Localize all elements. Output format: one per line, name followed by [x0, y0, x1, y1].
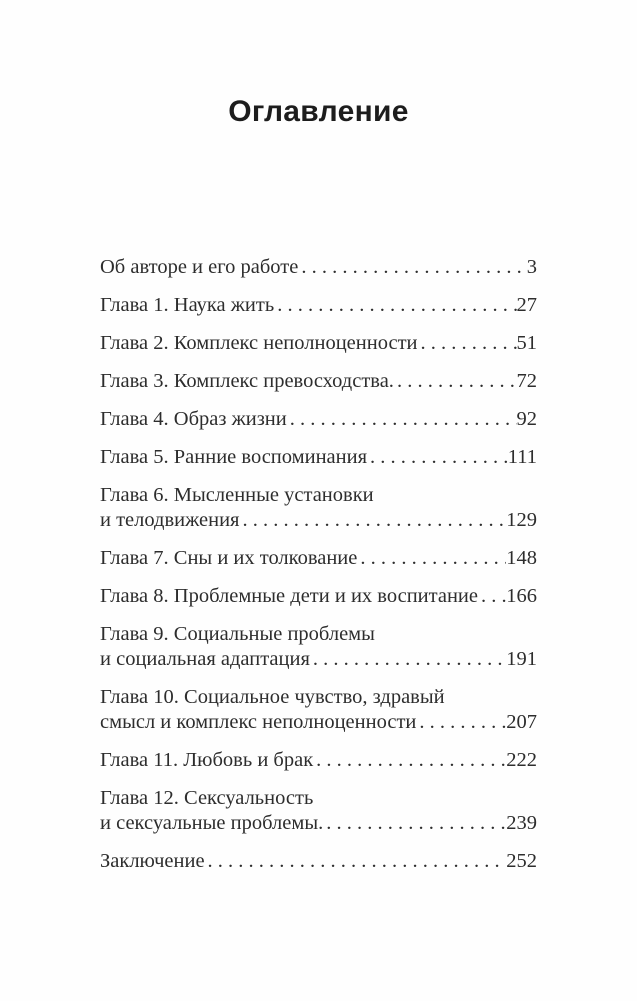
dot-leader: [416, 710, 506, 735]
toc-entry: [100, 331, 537, 356]
toc-entry: [100, 369, 537, 394]
toc-entry-title-line2: и телодвижения: [100, 509, 240, 531]
toc-entry-page-number: 51: [516, 332, 537, 354]
dot-leader: [418, 331, 517, 356]
dot-leader: [240, 508, 507, 533]
toc-entry-title-line1: Глава 10. Социальное чувство, здравый: [100, 686, 445, 708]
dot-leader: [394, 369, 517, 394]
toc-entry-title: Заключение: [100, 850, 205, 872]
toc-entry-title: Об авторе и его работе: [100, 256, 299, 278]
toc-entry-page-number: 129: [506, 509, 537, 531]
dot-leader: [205, 849, 507, 874]
toc-entry-page-number: 222: [506, 749, 537, 771]
toc-entry-page-number: 3: [526, 256, 537, 278]
toc-entry-title: Глава 11. Любовь и брак: [100, 749, 314, 771]
dot-leader: [298, 255, 526, 280]
toc-entry: [100, 685, 537, 735]
toc-entry-page-number: 252: [506, 850, 537, 872]
toc-entry: [100, 748, 537, 773]
toc-entry-title: Глава 1. Наука жить: [100, 294, 275, 316]
toc-entry-title: Глава 5. Ранние воспоминания: [100, 446, 368, 468]
toc-entry-page-number: 191: [506, 648, 537, 670]
toc-entry: [100, 293, 537, 318]
dot-leader: [367, 445, 508, 470]
toc-entry-title: Глава 4. Образ жизни: [100, 408, 287, 430]
toc-entry: [100, 584, 537, 609]
toc-entry-title: Глава 3. Комплекс превосходства.: [100, 370, 394, 392]
toc-entry-title: Глава 7. Сны и их толкование: [100, 547, 358, 569]
toc-entry-page-number: 27: [516, 294, 537, 316]
toc-entry-title-line1: Глава 6. Мысленные установки: [100, 484, 374, 506]
toc-entry-page-number: 166: [506, 585, 537, 607]
dot-leader: [310, 647, 506, 672]
table-of-contents: [100, 255, 537, 874]
dot-leader: [478, 584, 506, 609]
toc-entry-title-line2: смысл и комплекс неполноценности: [100, 711, 417, 733]
dot-leader: [313, 748, 506, 773]
page-title: Оглавление: [228, 95, 409, 128]
toc-entry-title-line2: и сексуальные проблемы.: [100, 812, 324, 834]
toc-entry: [100, 786, 537, 836]
dot-leader: [357, 546, 506, 571]
toc-entry: [100, 546, 537, 571]
toc-entry: [100, 445, 537, 470]
dot-leader: [274, 293, 516, 318]
toc-entry-page-number: 148: [506, 547, 537, 569]
toc-entry-page-number: 72: [516, 370, 537, 392]
toc-entry-page-number: 207: [506, 711, 537, 733]
toc-entry-title: Глава 2. Комплекс неполноценности: [100, 332, 418, 354]
toc-entry-page-number: 239: [506, 812, 537, 834]
toc-entry-page-number: 111: [507, 446, 537, 468]
toc-entry-page-number: 92: [516, 408, 537, 430]
toc-entry: [100, 849, 537, 874]
dot-leader: [287, 407, 517, 432]
toc-entry: [100, 407, 537, 432]
toc-entry: [100, 255, 537, 280]
dot-leader: [323, 811, 506, 836]
toc-entry: [100, 622, 537, 672]
toc-entry-title-line1: Глава 12. Сексуальность: [100, 787, 314, 809]
toc-entry-title: Глава 8. Проблемные дети и их воспитание: [100, 585, 478, 607]
toc-entry-title-line1: Глава 9. Социальные проблемы: [100, 623, 375, 645]
toc-entry: [100, 483, 537, 533]
toc-entry-title-line2: и социальная адаптация: [100, 648, 310, 670]
